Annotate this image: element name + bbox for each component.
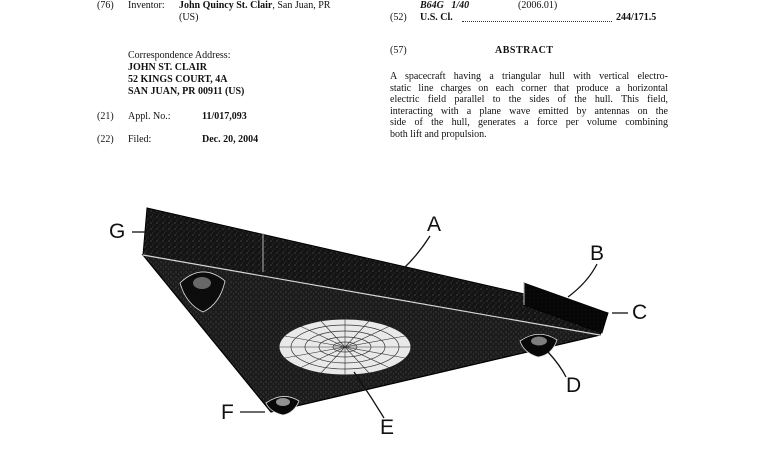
abstract-line: interacting with a plane wave emitted by antennas on the	[390, 105, 668, 117]
abstract-line: A spacecraft having a triangular hull with vertical electro-	[390, 71, 668, 82]
uscl-label: U.S. Cl.	[420, 12, 453, 23]
label-c: C	[632, 301, 648, 324]
abstract-line: electric field parallel to the sides of the hull. This field,	[390, 94, 668, 106]
uscl-value: 244/171.5	[616, 12, 657, 23]
antenna-dome	[279, 319, 411, 375]
abstract-heading: ABSTRACT	[495, 45, 554, 56]
inventor-country: (US)	[179, 12, 199, 23]
intl-class-code: B64G 1/40	[420, 0, 470, 11]
appl-number: 11/017,093	[202, 111, 247, 122]
correspondence-heading: Correspondence Address:	[128, 50, 231, 61]
filed-code: (22)	[97, 134, 114, 145]
corner-pod-d	[520, 334, 557, 357]
inventor-code: (76)	[97, 0, 114, 11]
filed-date: Dec. 20, 2004	[202, 134, 259, 145]
filed-label: Filed:	[128, 134, 152, 145]
label-e: E	[380, 416, 395, 439]
inventor-label: Inventor:	[128, 0, 165, 11]
uscl-code: (52)	[390, 12, 407, 23]
label-f: F	[221, 401, 234, 424]
appl-label: Appl. No.:	[128, 111, 171, 122]
correspondence-line-1: JOHN ST. CLAIR	[128, 62, 207, 73]
abstract-line: both lift and propulsion.	[390, 129, 487, 140]
abstract-line: static line charges on each corner that produce a horizontal	[390, 82, 668, 94]
label-b: B	[590, 242, 605, 265]
label-d: D	[566, 374, 582, 397]
abstract-line: side of the hull, generates a force per volume combining	[390, 117, 668, 129]
label-g: G	[109, 220, 126, 243]
correspondence-line-2: 52 KINGS COURT, 4A	[128, 74, 228, 85]
intl-class-year: (2006.01)	[518, 0, 558, 11]
inventor-name: John Quincy St. Clair	[179, 0, 273, 11]
inventor-place: , San Juan, PR	[272, 0, 331, 11]
abstract-code: (57)	[390, 45, 407, 56]
label-a: A	[427, 213, 442, 236]
correspondence-line-3: SAN JUAN, PR 00911 (US)	[128, 86, 245, 97]
appl-code: (21)	[97, 111, 114, 122]
